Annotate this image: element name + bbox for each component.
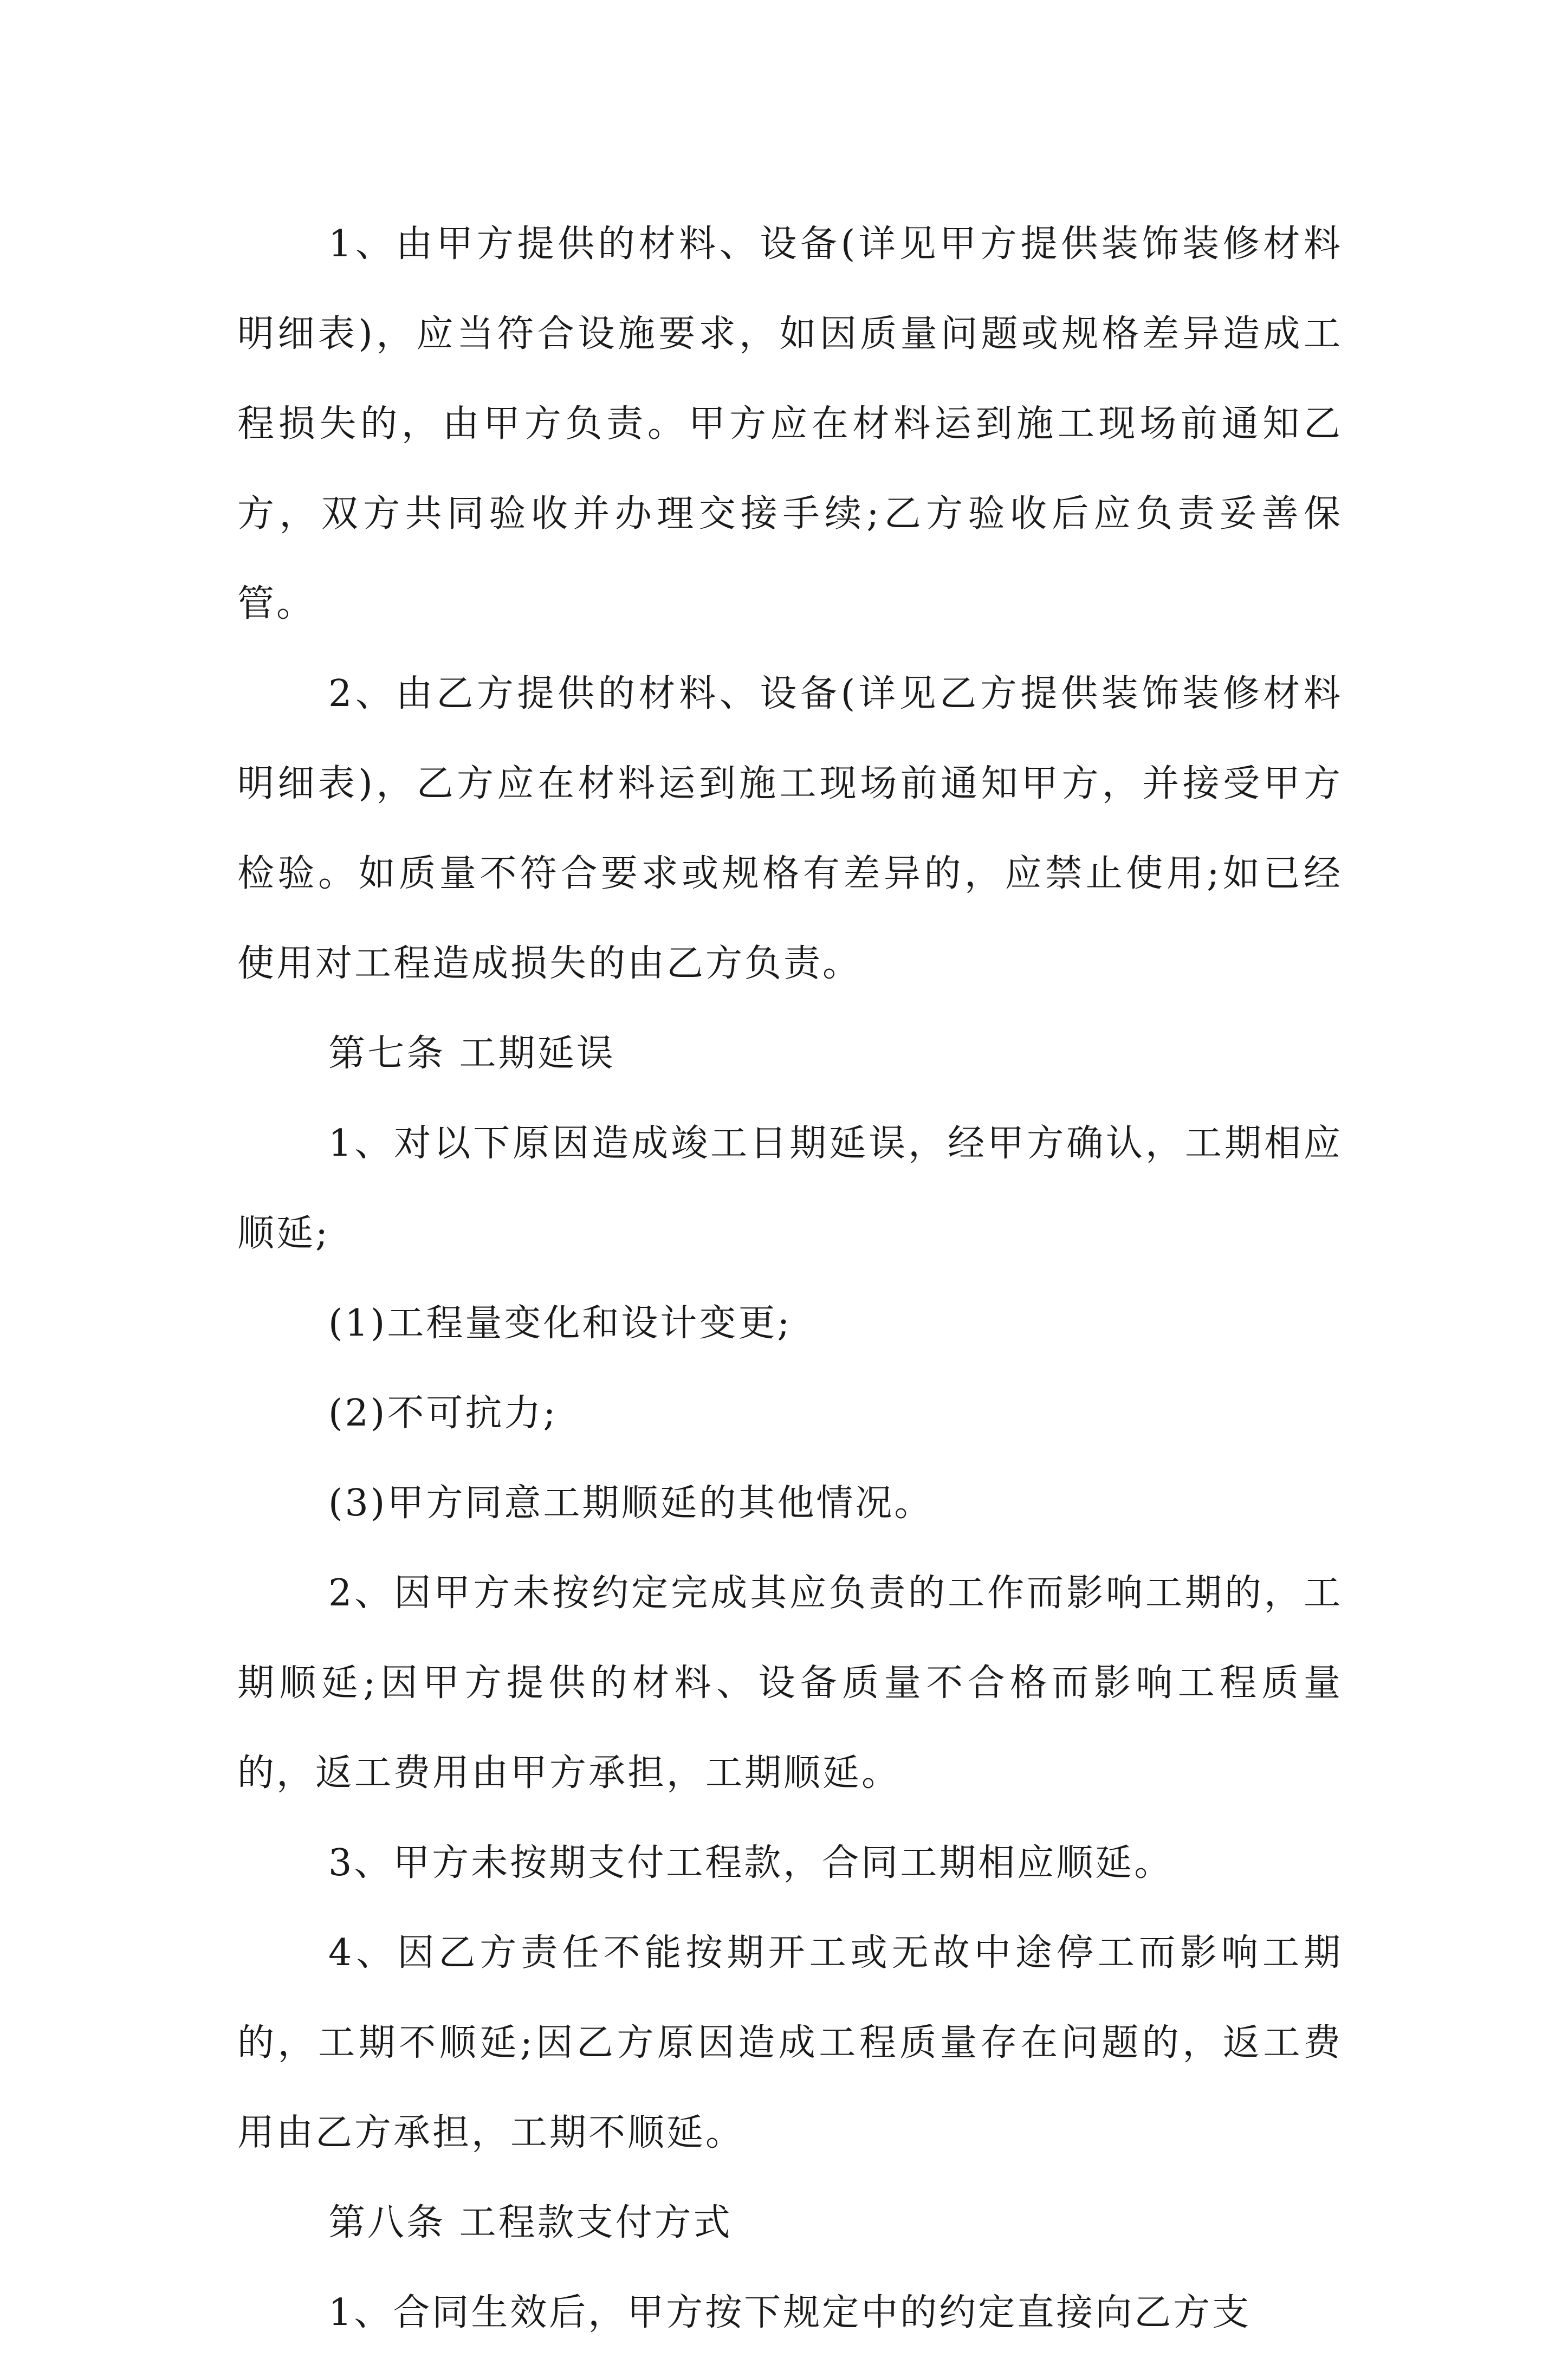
paragraph-3: 1、对以下原因造成竣工日期延误，经甲方确认，工期相应顺延;	[237, 1122, 1343, 1255]
paragraph-6: 4、因乙方责任不能按期开工或无故中途停工而影响工期的，工期不顺延;因乙方原因造成工程质量存在问题的，返工费用由乙方承担，工期不顺延。	[237, 1932, 1343, 2154]
list-item-1: (1)工程量变化和设计变更;	[328, 1302, 792, 1345]
paragraph-1: 1、由甲方提供的材料、设备(详见甲方提供装饰装修材料明细表)，应当符合设施要求，如因质量问题或规格差异造成工程损失的，由甲方负责。甲方应在材料运到施工现场前通知乙方，双方共同验收并办理交接手续;乙方验收后应负责妥善保管。	[237, 223, 1343, 625]
section-heading-article-8: 第八条 工程款支付方式	[328, 2201, 733, 2244]
document-body	[237, 199, 1343, 2358]
section-heading-article-7: 第七条 工期延误	[328, 1032, 615, 1075]
list-item-3: (3)甲方同意工期顺延的其他情况。	[328, 1482, 934, 1525]
paragraph-5: 3、甲方未按期支付工程款，合同工期相应顺延。	[328, 1842, 1174, 1884]
paragraph-4: 2、因甲方未按约定完成其应负责的工作而影响工期的，工期顺延;因甲方提供的材料、设备质量不合格而影响工程质量的，返工费用由甲方承担，工期顺延。	[237, 1572, 1343, 1795]
list-item-2: (2)不可抗力;	[328, 1392, 558, 1435]
paragraph-7: 1、合同生效后，甲方按下规定中的约定直接向乙方支	[328, 2291, 1252, 2334]
paragraph-2: 2、由乙方提供的材料、设备(详见乙方提供装饰装修材料明细表)，乙方应在材料运到施工现场前通知甲方，并接受甲方检验。如质量不符合要求或规格有差异的，应禁止使用;如已经使用对工程造成损失的由乙方负责。	[237, 672, 1343, 985]
